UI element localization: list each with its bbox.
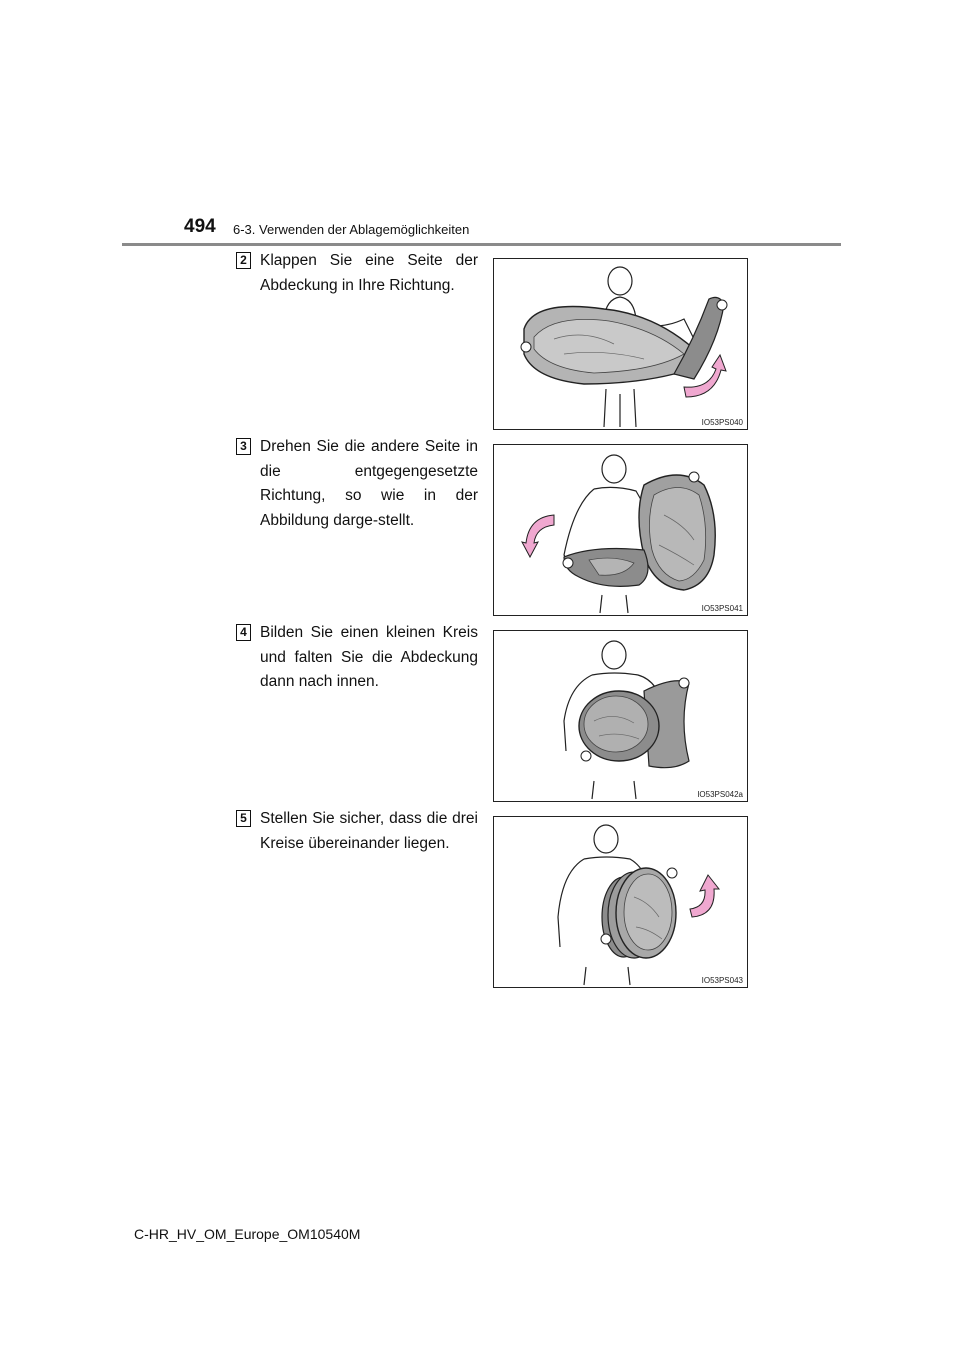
header-divider <box>122 243 841 246</box>
step-number-badge: 3 <box>236 438 251 455</box>
illustration-three-circles-stacked <box>493 816 748 988</box>
page-number: 494 <box>184 216 216 237</box>
illustration-twist-other-side <box>493 444 748 616</box>
step-instruction: Drehen Sie die andere Seite in die entgegengesetzte Richtung, so wie in der Abbildung darge-stellt. <box>260 438 478 529</box>
step-number-badge: 4 <box>236 624 251 641</box>
figure-code: IO53PS042a <box>697 790 743 799</box>
step-instruction: Bilden Sie einen kleinen Kreis und falten Sie die Abdeckung dann nach innen. <box>260 624 478 690</box>
person-holding-cover-illustration <box>494 259 747 429</box>
step-number-badge: 5 <box>236 810 251 827</box>
step-instruction: Klappen Sie eine Seite der Abdeckung in Ihre Richtung. <box>260 252 478 294</box>
figure-code: IO53PS041 <box>701 604 743 613</box>
illustration-fold-cover-toward-you <box>493 258 748 430</box>
step-number-badge: 2 <box>236 252 251 269</box>
section-title: 6-3. Verwenden der Ablagemöglichkeiten <box>233 222 470 237</box>
illustration-form-small-circle <box>493 630 748 802</box>
person-folding-circle-illustration <box>494 631 747 801</box>
figure-code: IO53PS043 <box>701 976 743 985</box>
step-instruction: Stellen Sie sicher, dass die drei Kreise übereinander liegen. <box>260 810 478 852</box>
person-holding-stacked-circles-illustration <box>494 817 747 987</box>
person-twisting-cover-illustration <box>494 445 747 615</box>
rotation-arrow-icon <box>522 515 554 557</box>
figure-code: IO53PS040 <box>701 418 743 427</box>
document-id-footer: C-HR_HV_OM_Europe_OM10540M <box>134 1226 361 1242</box>
rotation-arrow-icon <box>690 875 719 917</box>
